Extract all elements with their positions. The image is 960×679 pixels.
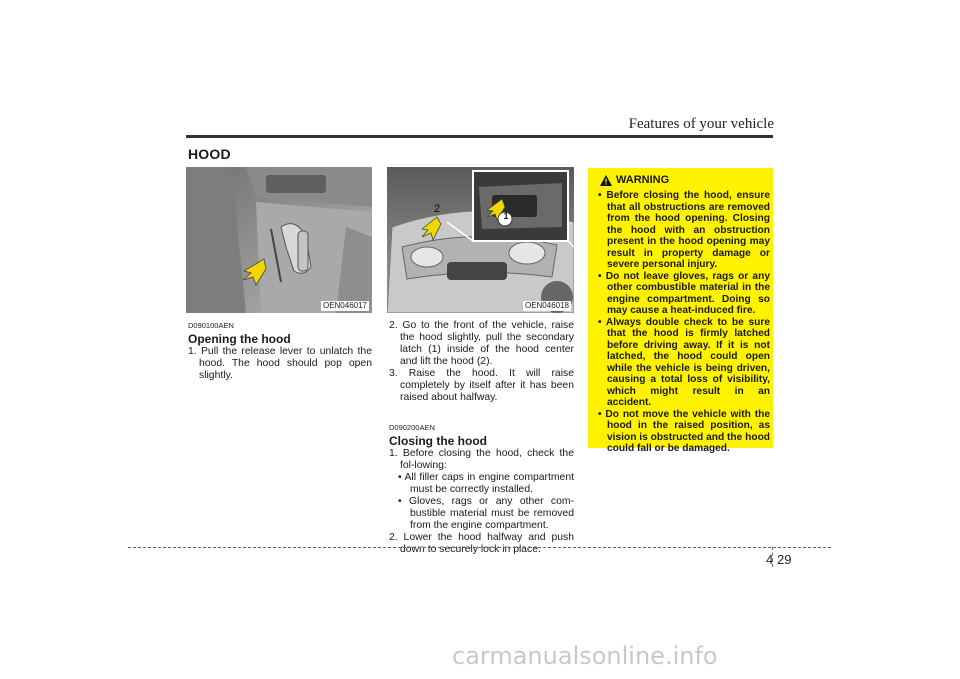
warning-list: [594, 190, 770, 455]
doc-code: D090200AEN: [389, 423, 435, 432]
step-item: 2. Go to the front of the vehicle, raise the hood slightly, pull the secondary latch (1) inside of the hood center and lift the hood (2).: [389, 320, 574, 367]
chapter-number: 4: [766, 552, 774, 567]
warning-box: [588, 168, 773, 454]
bullet-item: • All filler caps in engine compartment must be correctly installed.: [398, 472, 574, 495]
warning-item: • Before closing the hood, ensure that all obstructions are removed from the hood opening. Closing the hood with an obstruction present in the hood opening may result in property damage or severe personal injury.: [598, 190, 770, 270]
figure-hood-latch: [387, 167, 574, 313]
warning-item: • Do not move the vehicle with the hood in the raised position, as vision is obstructed and the hood could fall or be damaged.: [598, 408, 771, 454]
page-number: 29: [777, 552, 792, 567]
header-rule: [186, 135, 773, 138]
watermark: carmanualsonline.info: [452, 642, 718, 670]
page-header-title: Features of your vehicle: [628, 116, 774, 132]
warning-header: [600, 174, 669, 186]
figure-code: OEN046018: [524, 301, 569, 310]
step-item: 1. Before closing the hood, check the fol-lowing:: [389, 448, 574, 471]
bullet-item: • Gloves, rags or any other com-bustible material must be removed from the engine compartment.: [398, 496, 574, 531]
doc-code: D090100AEN: [188, 321, 234, 330]
warning-triangle-icon: [600, 175, 612, 186]
section-title: HOOD: [188, 146, 231, 162]
figure-code: OEN046017: [322, 301, 367, 310]
release-lever-illustration: [186, 167, 372, 313]
footer-rule: [128, 547, 831, 548]
column-steps: [389, 320, 574, 556]
vehicle-front-illustration: [387, 167, 574, 313]
step-item: 1. Pull the release lever to unlatch the hood. The hood should pop open slightly.: [188, 346, 372, 381]
column-opening: [188, 320, 372, 382]
step-item: 2. Lower the hood halfway and push down to securely lock in place.: [389, 532, 574, 555]
warning-item: • Do not leave gloves, rags or any other combustible material in the engine compartment. Doing so may cause a heat-induced fire.: [598, 270, 770, 316]
callout-2-label: 2: [434, 203, 441, 215]
step-item: 3. Raise the hood. It will raise completely by itself after it has been raised about halfway.: [389, 368, 574, 403]
subsection-title: Opening the hood: [188, 332, 291, 346]
callout-1-label: 1: [503, 211, 509, 221]
subsection-title: Closing the hood: [389, 434, 487, 448]
figure-release-lever: [186, 167, 372, 313]
warning-title: WARNING: [616, 174, 670, 186]
warning-item: • Always double check to be sure that the hood is firmly latched before driving away. If it is not latched, the hood could open while the vehicle is being driven, causing a total loss of visibility, which might result in an accident.: [598, 316, 770, 408]
